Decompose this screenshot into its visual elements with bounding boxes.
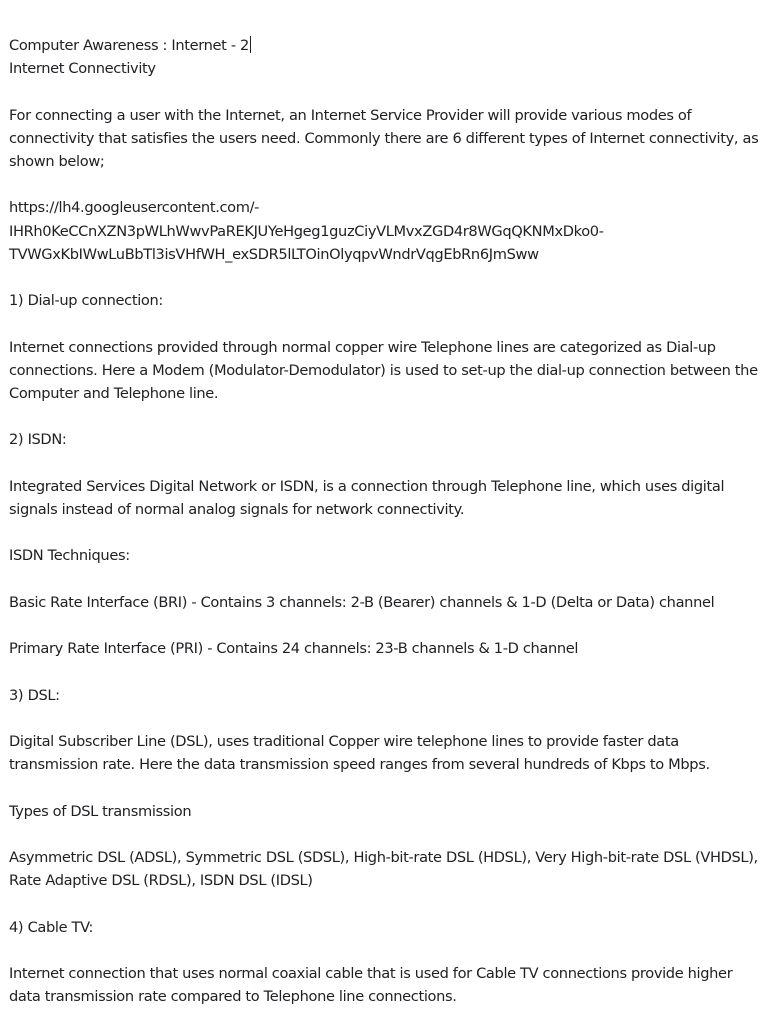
dialup-heading: 1) Dial-up connection: [9, 292, 163, 310]
image-url-line[interactable]: TVWGxKbIWwLuBbTl3isVHfWH_exSDR5lLTOinOlyqpvWndrVqgEbRn6JmSww [9, 245, 539, 263]
dialup-paragraph: Internet connections provided through normal copper wire Telephone lines are categorized as Dial-up connections. Here a Modem (Modulator-Demodulator) is used to set-up the dial-up connection between the Computer and Telephone line. [9, 338, 763, 402]
document-subtitle: Internet Connectivity [9, 60, 156, 78]
intro-paragraph: For connecting a user with the Internet, an Internet Service Provider will provide various modes of connectivity that satisfies the users need. Commonly there are 6 different types of Internet connectivity, as shown below; [9, 106, 763, 170]
isdn-bri-paragraph: Basic Rate Interface (BRI) - Contains 3 channels: 2-B (Bearer) channels & 1-D (Delta or Data) channel [9, 593, 715, 611]
dsl-types-paragraph: Asymmetric DSL (ADSL), Symmetric DSL (SDSL), High-bit-rate DSL (HDSL), Very High-bit-rate DSL (VHDSL), Rate Adaptive DSL (RDSL), ISDN DSL (IDSL) [9, 848, 763, 890]
image-url-line[interactable]: https://lh4.googleusercontent.com/- [9, 199, 260, 217]
cable-heading: 4) Cable TV: [9, 918, 94, 936]
dsl-heading: 3) DSL: [9, 686, 60, 704]
title-block [9, 34, 761, 80]
image-url-block[interactable] [9, 196, 761, 266]
isdn-techniques-heading: ISDN Techniques: [9, 547, 130, 565]
text-cursor [250, 36, 251, 53]
cable-paragraph: Internet connection that uses normal coaxial cable that is used for Cable TV connections provide higher data transmission rate compared to Telephone line connections. [9, 964, 737, 1006]
document-title: Computer Awareness : Internet - 2 [9, 37, 249, 54]
image-url-line[interactable]: IHRh0KeCCnXZN3pWLhWwvPaREKJUYeHgeg1guzCiyVLMvxZGD4r8WGqQKNMxDko0- [9, 222, 604, 240]
dsl-types-heading: Types of DSL transmission [9, 802, 192, 820]
document-body[interactable] [9, 34, 761, 1031]
isdn-paragraph: Integrated Services Digital Network or ISDN, is a connection through Telephone line, which uses digital signals instead of normal analog signals for network connectivity. [9, 477, 729, 518]
isdn-heading: 2) ISDN: [9, 431, 67, 449]
dsl-paragraph: Digital Subscriber Line (DSL), uses traditional Copper wire telephone lines to provide faster data transmission rate. Here the data transmission speed ranges from several hundreds of Kbps to Mbps. [9, 732, 710, 774]
isdn-pri-paragraph: Primary Rate Interface (PRI) - Contains 24 channels: 23-B channels & 1-D channel [9, 640, 579, 658]
